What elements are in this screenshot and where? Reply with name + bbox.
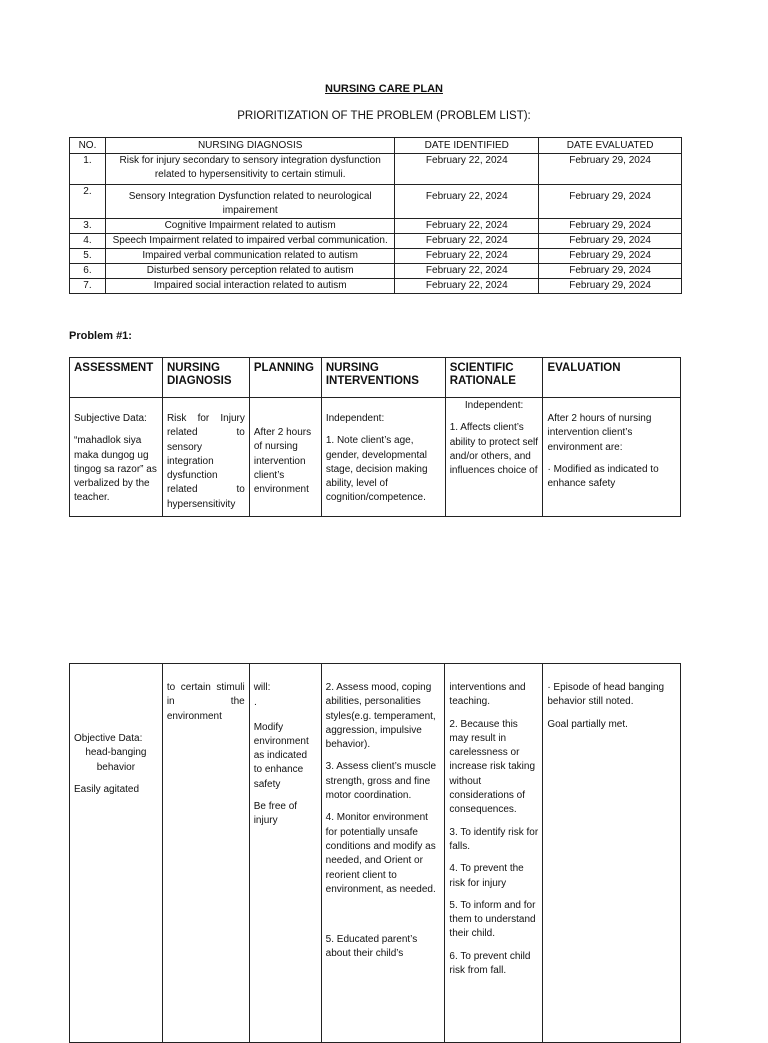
assessment-cell — [70, 398, 163, 517]
row-date-identified: February 22, 2024 — [395, 185, 539, 219]
row-date-evaluated: February 29, 2024 — [539, 219, 682, 234]
interventions-cell — [321, 398, 445, 517]
row-date-evaluated: February 29, 2024 — [539, 264, 682, 279]
table-row — [70, 264, 682, 279]
table-row — [70, 154, 682, 185]
table-row — [70, 249, 682, 264]
row-no: 4. — [70, 234, 106, 249]
diagnosis-cell — [162, 398, 249, 517]
table-row — [70, 279, 682, 294]
row-no: 7. — [70, 279, 106, 294]
header-nursing-diagnosis: NURSING DIAGNOSIS — [162, 358, 249, 398]
header-no: NO. — [70, 138, 106, 154]
subjective-data-label: Subjective Data: — [74, 413, 147, 424]
row-diagnosis: Speech Impairment related to impaired verbal communication. — [105, 234, 394, 249]
rationale-item: 3. To identify risk for falls. — [449, 826, 539, 852]
table-row — [70, 219, 682, 234]
planning-bullet: · — [253, 699, 258, 711]
header-date-evaluated: DATE EVALUATED — [539, 138, 682, 154]
problem-label: Problem #1: — [69, 330, 132, 342]
evaluation-item: · Modified as indicated to enhance safety — [547, 463, 659, 490]
header-planning: PLANNING — [249, 358, 321, 398]
row-diagnosis: Sensory Integration Dysfunction related to neurological impairement — [105, 185, 394, 219]
header-nursing-interventions: NURSING INTERVENTIONS — [321, 358, 445, 398]
row-no: 2. — [70, 185, 106, 219]
row-date-evaluated: February 29, 2024 — [539, 234, 682, 249]
rationale-item: 4. To prevent the risk for injury — [449, 863, 524, 889]
rationale-item: 2. Because this may result in carelessness or increase risk taking without considerations of consequences. — [449, 718, 536, 816]
row-date-evaluated: February 29, 2024 — [539, 279, 682, 294]
intervention-item: 2. Assess mood, coping abilities, personalities styles(e.g. temperament, aggression, impulsive behavior). — [325, 682, 436, 751]
header-nursing-diagnosis: NURSING DIAGNOSIS — [105, 138, 394, 154]
objective-data-label: Objective Data: — [74, 733, 143, 744]
diagnosis-text-cont: to certain stimuli in the environment — [166, 682, 245, 722]
care-plan-table-part2 — [69, 663, 681, 1043]
care-plan-table-part1 — [69, 357, 681, 517]
problem-list-header-row — [70, 138, 682, 154]
table-row — [70, 185, 682, 219]
row-date-identified: February 22, 2024 — [395, 249, 539, 264]
planning-text: After 2 hours of nursing intervention client’s environment — [253, 427, 312, 496]
objective-item: Easily agitated — [74, 783, 140, 795]
row-diagnosis: Impaired verbal communication related to autism — [105, 249, 394, 264]
evaluation-goal: Goal partially met. — [547, 718, 628, 730]
rationale-item: 1. Affects client’s ability to protect self and/or others, and influences choice of — [449, 422, 539, 477]
intervention-item: 1. Note client’s age, gender, developmental stage, decision making ability, level of cognition/competence. — [325, 435, 428, 504]
planning-goal: Be free of injury — [253, 801, 298, 827]
interventions-cell — [321, 664, 445, 1043]
problem-list-table — [69, 137, 682, 294]
header-evaluation: EVALUATION — [543, 358, 681, 398]
rationale-label: Independent: — [464, 400, 524, 411]
row-no: 6. — [70, 264, 106, 279]
planning-will: will: — [253, 682, 271, 693]
row-date-identified: February 22, 2024 — [395, 154, 539, 185]
row-date-evaluated: February 29, 2024 — [539, 185, 682, 219]
header-scientific-rationale: SCIENTIFIC RATIONALE — [445, 358, 543, 398]
objective-item: head-banging behavior — [85, 747, 147, 773]
intervention-item: 4. Monitor environment for potentially unsafe conditions and modify as needed, and Orient or reorient client to environment, as needed. — [325, 812, 436, 895]
evaluation-intro: After 2 hours of nursing intervention client’s environment are: — [547, 413, 652, 453]
row-no: 5. — [70, 249, 106, 264]
row-no: 3. — [70, 219, 106, 234]
care-plan-header-row — [70, 358, 681, 398]
rationale-item: 5. To inform and for them to understand their child. — [449, 899, 536, 940]
planning-cell — [249, 398, 321, 517]
row-date-evaluated: February 29, 2024 — [539, 154, 682, 185]
subjective-quote: “mahadlok siya maka dungog ug tingog sa razor” as verbalized by the teacher. — [74, 435, 157, 504]
care-plan-row — [70, 398, 681, 517]
evaluation-cell — [543, 398, 681, 517]
row-date-identified: February 22, 2024 — [395, 234, 539, 249]
interventions-label: Independent: — [325, 413, 385, 424]
intervention-item: 5. Educated parent’s about their child’s — [325, 934, 418, 960]
row-diagnosis: Risk for injury secondary to sensory integration dysfunction related to hypersensitivity to certain stimuli. — [105, 154, 394, 185]
assessment-cell — [70, 664, 163, 1043]
header-date-identified: DATE IDENTIFIED — [395, 138, 539, 154]
diagnosis-text: Risk for Injury related to sensory integration dysfunction related to hypersensitivity — [166, 413, 245, 510]
row-no: 1. — [70, 154, 106, 185]
row-diagnosis: Disturbed sensory perception related to autism — [105, 264, 394, 279]
document-title: NURSING CARE PLAN — [325, 83, 443, 95]
rationale-cell — [445, 398, 543, 517]
row-date-identified: February 22, 2024 — [395, 219, 539, 234]
planning-goal: Modify environment as indicated to enhance safety — [253, 721, 309, 790]
rationale-item: 6. To prevent child risk from fall. — [449, 950, 531, 977]
care-plan-row — [70, 664, 681, 1043]
row-date-identified: February 22, 2024 — [395, 264, 539, 279]
row-diagnosis: Cognitive Impairment related to autism — [105, 219, 394, 234]
table-row — [70, 234, 682, 249]
diagnosis-cell — [162, 664, 249, 1043]
rationale-cell — [445, 664, 543, 1043]
evaluation-cell — [543, 664, 681, 1043]
rationale-item: interventions and teaching. — [449, 682, 526, 708]
document-subtitle: PRIORITIZATION OF THE PROBLEM (PROBLEM LIST): — [237, 110, 531, 122]
evaluation-item: · Episode of head banging behavior still noted. — [547, 682, 665, 708]
header-assessment: ASSESSMENT — [70, 358, 163, 398]
intervention-item: 3. Assess client’s muscle strength, gross and fine motor coordination. — [325, 761, 437, 802]
row-diagnosis: Impaired social interaction related to autism — [105, 279, 394, 294]
row-date-evaluated: February 29, 2024 — [539, 249, 682, 264]
row-date-identified: February 22, 2024 — [395, 279, 539, 294]
planning-cell — [249, 664, 321, 1043]
